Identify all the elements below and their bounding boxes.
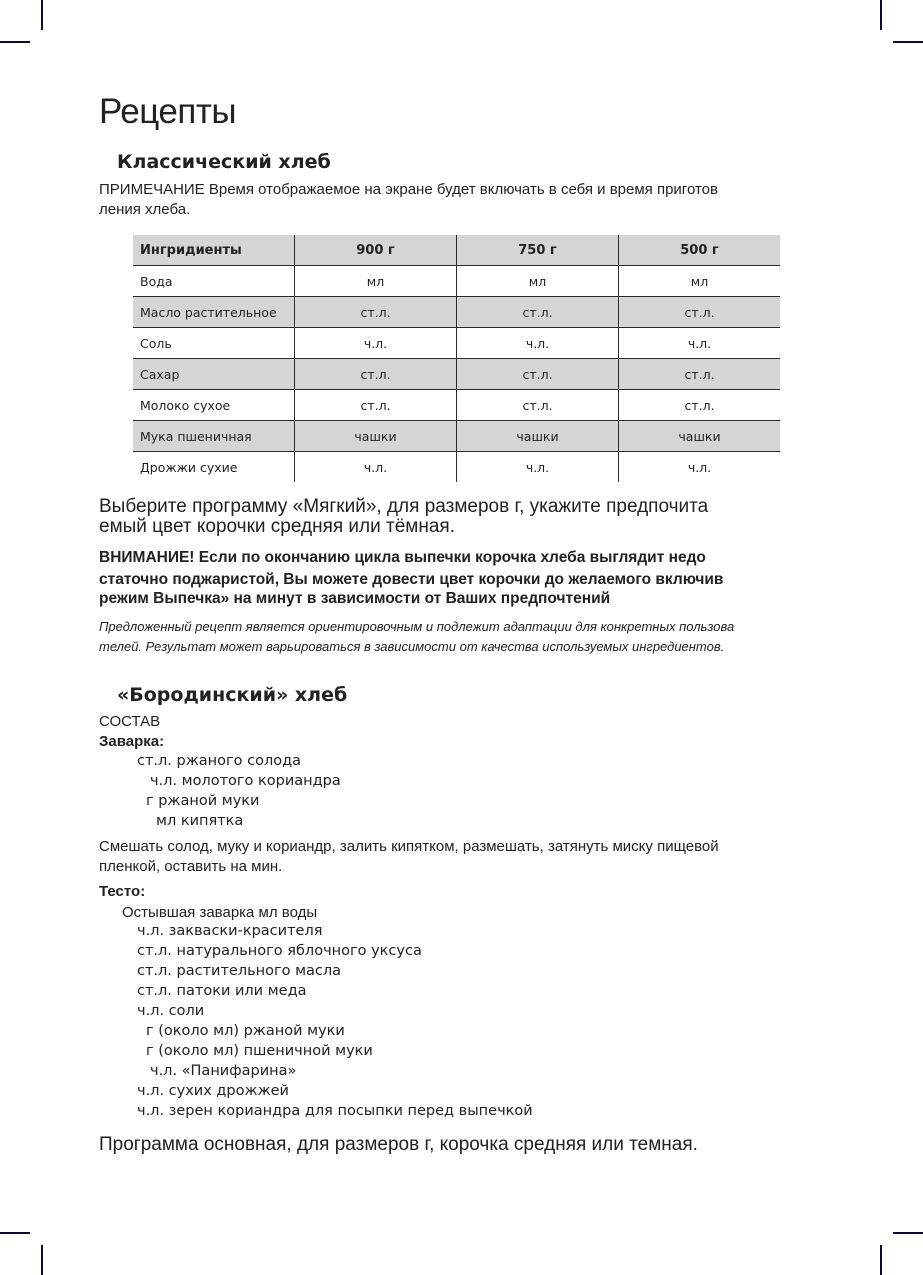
- table-cell: ст.л.: [295, 390, 457, 421]
- table-cell: Соль: [133, 328, 295, 359]
- ingredient-item: ст.л. растительного масла: [137, 963, 342, 979]
- ingredient-item: ст.л. патоки или меда: [137, 983, 307, 999]
- borodinsky-bread-heading: «Бородинский» хлеб: [117, 684, 348, 706]
- ingredient-item: ч.л. закваски-красителя: [137, 923, 323, 939]
- table-row: [133, 390, 780, 421]
- column-header: 900 г: [295, 235, 457, 266]
- column-header: Ингридиенты: [133, 235, 295, 266]
- zavarka-instruction: пленкой, оставить на мин.: [99, 858, 283, 875]
- table-header-row: [133, 235, 780, 266]
- table-cell: чашки: [295, 421, 457, 452]
- crop-mark: [893, 41, 923, 43]
- table-row: [133, 328, 780, 359]
- table-cell: ст.л.: [457, 297, 619, 328]
- table-cell: ст.л.: [619, 297, 781, 328]
- zavarka-label: Заварка:: [99, 733, 165, 750]
- ingredient-item: ч.л. «Панифарина»: [150, 1063, 297, 1079]
- program-instruction: емый цвет корочки средняя или тёмная.: [99, 516, 455, 537]
- ingredient-item: ч.л. сухих дрожжей: [137, 1083, 289, 1099]
- note-line: ления хлеба.: [99, 201, 191, 218]
- table-row: [133, 452, 780, 483]
- table-cell: мл: [619, 266, 781, 297]
- ingredient-item: ч.л. зерен кориандра для посыпки перед выпечкой: [137, 1103, 533, 1119]
- table-row: [133, 266, 780, 297]
- table-cell: Вода: [133, 266, 295, 297]
- table-cell: ч.л.: [619, 328, 781, 359]
- table-cell: Сахар: [133, 359, 295, 390]
- crop-mark: [0, 41, 30, 43]
- table-cell: ст.л.: [619, 390, 781, 421]
- ingredient-item: ч.л. соли: [137, 1003, 205, 1019]
- crop-mark: [41, 1245, 43, 1275]
- program-instruction: Выберите программу «Мягкий», для размеров г, укажите предпочита: [99, 496, 709, 517]
- table-cell: ч.л.: [457, 452, 619, 483]
- table-cell: ст.л.: [457, 359, 619, 390]
- table-cell: ч.л.: [295, 452, 457, 483]
- table-cell: ст.л.: [295, 359, 457, 390]
- warning-text: ВНИМАНИЕ! Если по окончанию цикла выпечки корочка хлеба выглядит недо: [99, 549, 706, 566]
- ingredient-item: г (около мл) пшеничной муки: [146, 1043, 373, 1059]
- column-header: 750 г: [457, 235, 619, 266]
- disclaimer-text: Предложенный рецепт является ориентировочным и подлежит адаптации для конкретных пользова: [99, 619, 735, 634]
- table-row: [133, 421, 780, 452]
- table-cell: ч.л.: [619, 452, 781, 483]
- table-cell: чашки: [619, 421, 781, 452]
- crop-mark: [880, 0, 882, 30]
- table-row: [133, 297, 780, 328]
- table-cell: чашки: [457, 421, 619, 452]
- ingredient-item: ч.л. молотого кориандра: [150, 773, 341, 789]
- table-cell: ст.л.: [295, 297, 457, 328]
- crop-mark: [0, 1232, 30, 1234]
- table-cell: Молоко сухое: [133, 390, 295, 421]
- ingredient-item: ст.л. натурального яблочного уксуса: [137, 943, 422, 959]
- table-cell: Дрожжи сухие: [140, 459, 238, 475]
- table-cell: Мука пшеничная: [133, 421, 295, 452]
- table-row: [133, 359, 780, 390]
- table-cell: Масло растительное: [133, 297, 295, 328]
- crop-mark: [893, 1232, 923, 1234]
- testo-label: Тесто:: [99, 883, 146, 900]
- table-cell: мл: [295, 266, 457, 297]
- crop-mark: [41, 0, 43, 30]
- classic-bread-heading: Классический хлеб: [117, 151, 331, 173]
- table-cell: ст.л.: [457, 390, 619, 421]
- ingredient-item: г (около мл) ржаной муки: [146, 1023, 345, 1039]
- note-line: ПРИМЕЧАНИЕ Время отображаемое на экране будет включать в себя и время приготов: [99, 181, 718, 198]
- table-cell: ч.л.: [457, 328, 619, 359]
- crop-mark: [880, 1245, 882, 1275]
- ingredient-item: мл кипятка: [156, 813, 244, 829]
- composition-label: СОСТАВ: [99, 713, 161, 730]
- table-cell: ч.л.: [295, 328, 457, 359]
- page-title: Рецепты: [99, 92, 237, 131]
- warning-text: статочно поджаристой, Вы можете довести цвет корочки до желаемого включив: [99, 571, 724, 588]
- column-header: 500 г: [619, 235, 781, 266]
- program-instruction: Программа основная, для размеров г, корочка средняя или темная.: [99, 1134, 698, 1155]
- warning-text: режим Выпечка» на минут в зависимости от Ваших предпочтений: [99, 590, 611, 607]
- ingredient-item: Остывшая заварка мл воды: [122, 904, 318, 921]
- table-cell: ст.л.: [619, 359, 781, 390]
- ingredient-item: ст.л. ржаного солода: [137, 753, 302, 769]
- ingredient-item: г ржаной муки: [146, 793, 260, 809]
- zavarka-instruction: Смешать солод, муку и кориандр, залить кипятком, размешать, затянуть миску пищевой: [99, 838, 719, 855]
- table-cell: мл: [457, 266, 619, 297]
- disclaimer-text: телей. Результат может варьироваться в зависимости от качества используемых ингредиентов.: [99, 639, 725, 654]
- ingredients-table: [133, 235, 780, 482]
